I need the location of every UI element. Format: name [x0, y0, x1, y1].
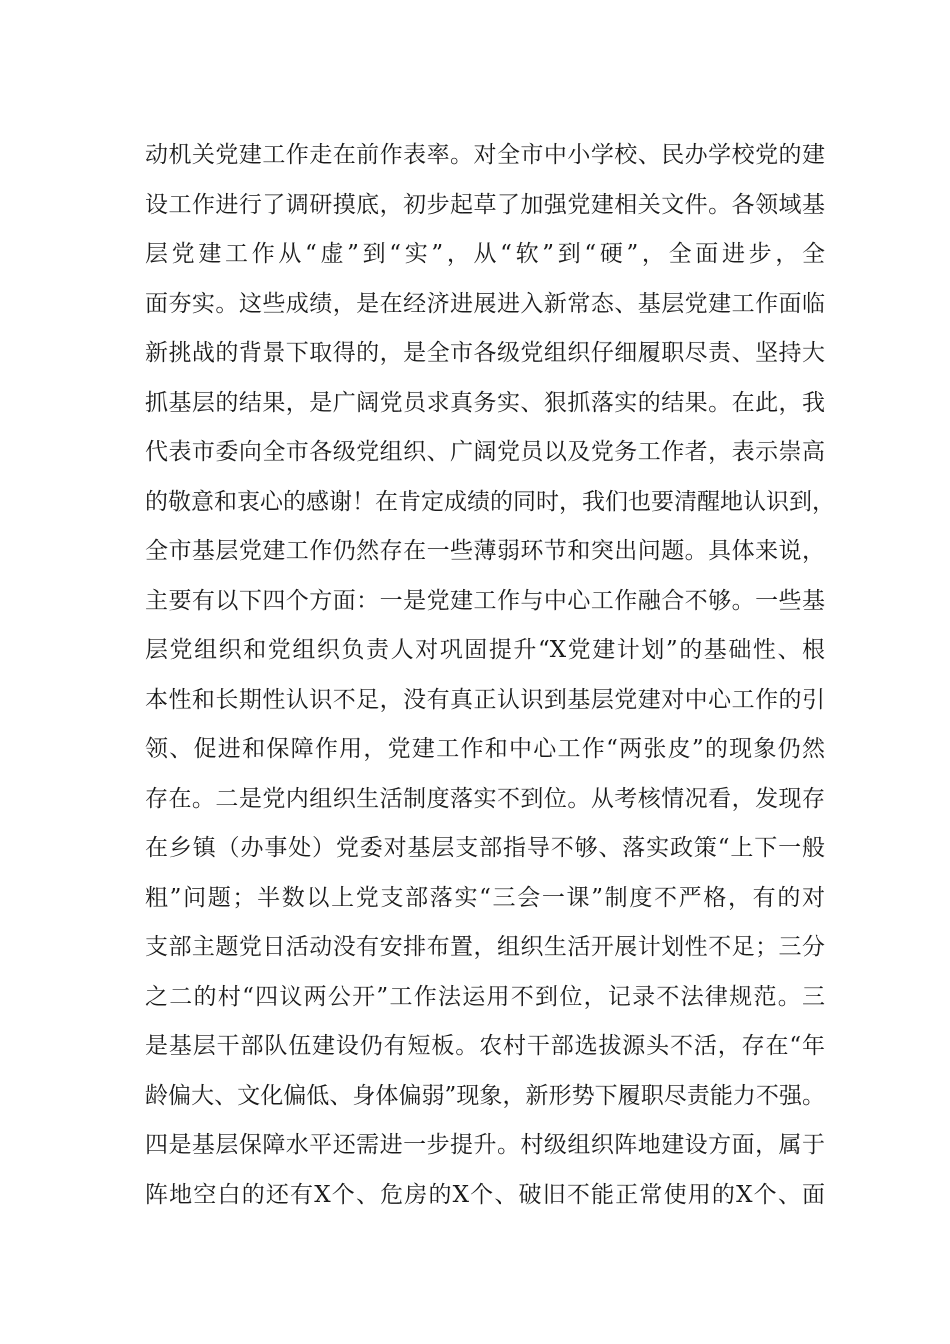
text-line-14: 存在。二是党内组织生活制度落实不到位。从考核情况看，发现存 — [145, 785, 825, 812]
text-line-9: 全市基层党建工作仍然存在一些薄弱环节和突出问题。具体来说， — [145, 538, 825, 564]
text-line-20: 龄偏大、文化偏低、身体偏弱”现象，新形势下履职尽责能力不强。 — [145, 1082, 825, 1109]
text-line-15: 在乡镇（办事处）党委对基层支部指导不够、落实政策“上下一般 — [145, 835, 825, 861]
text-line-7: 代表市委向全市各级党组织、广阔党员以及党务工作者，表示崇高 — [145, 439, 825, 465]
text-line-17: 支部主题党日活动没有安排布置，组织生活开展计划性不足；三分 — [145, 934, 825, 960]
text-line-2: 设工作进行了调研摸底，初步起草了加强党建相关文件。各领域基 — [145, 191, 825, 218]
text-line-5: 新挑战的背景下取得的，是全市各级党组织仔细履职尽责、坚持大 — [145, 340, 825, 366]
text-line-13: 领、促进和保障作用，党建工作和中心工作“两张皮”的现象仍然 — [145, 736, 825, 762]
text-line-21: 四是基层保障水平还需进一步提升。村级组织阵地建设方面，属于 — [145, 1132, 825, 1158]
text-line-11: 层党组织和党组织负责人对巩固提升“X党建计划”的基础性、根 — [145, 637, 825, 663]
text-line-4: 面夯实。这些成绩，是在经济进展进入新常态、基层党建工作面临 — [145, 290, 825, 317]
text-line-1: 动机关党建工作走在前作表率。对全市中小学校、民办学校党的建 — [145, 142, 825, 168]
text-line-10: 主要有以下四个方面：一是党建工作与中心工作融合不够。一些基 — [145, 587, 825, 614]
text-line-3: 层党建工作从“虚”到“实”，从“软”到“硬”，全面进步，全 — [145, 241, 825, 267]
text-line-22: 阵地空白的还有X个、危房的X个、破旧不能正常使用的X个、面 — [145, 1181, 825, 1208]
text-line-6: 抓基层的结果，是广阔党员求真务实、狠抓落实的结果。在此，我 — [145, 389, 825, 416]
text-line-8: 的敬意和衷心的感谢！在肯定成绩的同时，我们也要清醒地认识到， — [145, 488, 835, 515]
text-line-18: 之二的村“四议两公开”工作法运用不到位，记录不法律规范。三 — [145, 983, 825, 1010]
body-text — [145, 131, 835, 1220]
text-line-16: 粗”问题；半数以上党支部落实“三会一课”制度不严格，有的对 — [145, 884, 825, 911]
text-line-12: 本性和长期性认识不足，没有真正认识到基层党建对中心工作的引 — [145, 686, 825, 713]
text-line-19: 是基层干部队伍建设仍有短板。农村干部选拔源头不活，存在“年 — [145, 1033, 825, 1059]
